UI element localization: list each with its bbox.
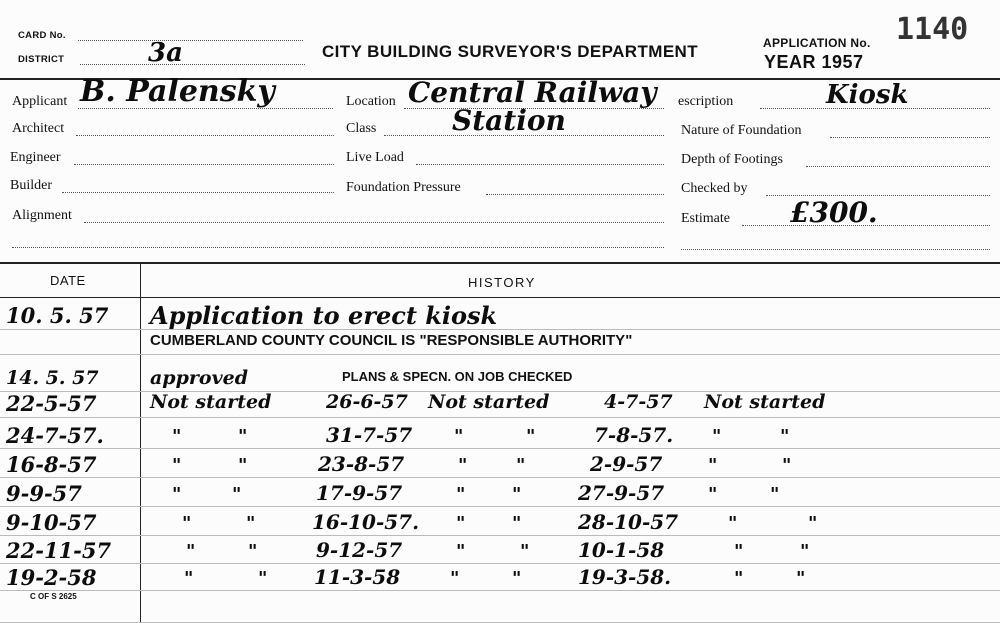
row-date-2: 16-10-57. (312, 510, 420, 534)
row-history: approved (150, 367, 248, 389)
applicant-label: Applicant (12, 94, 68, 109)
ditto-mark: " (728, 513, 738, 534)
table-row (0, 539, 1000, 564)
depth-of-footings-label: Depth of Footings (681, 152, 783, 167)
ditto-mark: " (708, 484, 718, 505)
class-label: Class (346, 121, 377, 136)
row-date: 10. 5. 57 (6, 303, 109, 328)
history-header: HISTORY (468, 275, 536, 290)
estimate-label: Estimate (681, 211, 730, 226)
row-date-2: 26-6-57 (326, 391, 408, 413)
checked-by-label: Checked by (681, 181, 748, 196)
district-value: 3a (148, 38, 183, 68)
live-load-label: Live Load (346, 150, 404, 165)
row-history: Application to erect kiosk (150, 301, 498, 330)
ditto-mark: " (808, 513, 818, 534)
form-code: C OF S 2625 (30, 592, 77, 601)
table-row (0, 482, 1000, 507)
row-date-2: 9-12-57 (316, 538, 403, 562)
depth-line (806, 166, 990, 167)
row-date-3: 4-7-57 (604, 391, 673, 413)
builder-label: Builder (10, 178, 52, 193)
ditto-mark: " (246, 513, 256, 534)
row-date-2: 31-7-57 (326, 423, 413, 447)
alignment-line (84, 222, 664, 223)
date-header: DATE (50, 273, 86, 288)
alignment-line-2 (12, 247, 664, 248)
ditto-mark: " (782, 455, 792, 476)
year-label: YEAR 1957 (764, 52, 864, 72)
table-row (0, 566, 1000, 591)
table-row (0, 453, 1000, 478)
application-label: APPLICATION No. (763, 36, 871, 50)
ditto-mark: " (456, 513, 466, 534)
ditto-mark: " (458, 455, 468, 476)
row-history-1: Not started (150, 391, 272, 413)
nature-of-foundation-label: Nature of Foundation (681, 123, 802, 138)
ditto-mark: " (708, 455, 718, 476)
row-date: 22-5-57 (6, 391, 97, 416)
row-date: 19-2-58 (6, 565, 97, 590)
ditto-mark: " (770, 484, 780, 505)
foundation-pressure-line (486, 194, 664, 195)
table-row-empty (0, 598, 1000, 623)
ditto-mark: " (734, 541, 744, 562)
row-date: 9-10-57 (6, 510, 97, 535)
card-no-label: CARD No. (18, 30, 66, 41)
district-label: DISTRICT (18, 54, 65, 65)
table-row (0, 393, 1000, 418)
row-date: 16-8-57 (6, 452, 97, 477)
ditto-mark: " (512, 568, 522, 589)
row-date: 9-9-57 (6, 481, 82, 506)
checked-stamp: PLANS & SPECN. ON JOB CHECKED (342, 369, 573, 384)
application-number: 1140 (896, 12, 969, 47)
ditto-mark: " (450, 568, 460, 589)
ditto-mark: " (800, 541, 810, 562)
table-row (0, 424, 1000, 449)
class-value: Station (452, 104, 566, 137)
ditto-mark: " (520, 541, 530, 562)
card-no-line (78, 40, 303, 41)
ditto-mark: " (512, 513, 522, 534)
row-date: 14. 5. 57 (6, 367, 99, 389)
ditto-mark: " (172, 426, 182, 447)
description-value: Kiosk (826, 80, 909, 110)
engineer-line (74, 164, 334, 165)
ditto-mark: " (456, 484, 466, 505)
table-row (0, 367, 1000, 392)
foundation-pressure-label: Foundation Pressure (346, 180, 461, 195)
estimate-line-2 (681, 249, 990, 250)
row-date: 22-11-57 (6, 538, 112, 563)
location-label: Location (346, 94, 396, 109)
row-date-3: 28-10-57 (578, 510, 679, 534)
builder-line (62, 192, 334, 193)
ditto-mark: " (456, 541, 466, 562)
ditto-mark: " (238, 455, 248, 476)
ditto-mark: " (186, 541, 196, 562)
ditto-mark: " (258, 568, 268, 589)
architect-label: Architect (12, 121, 65, 136)
ditto-mark: " (516, 455, 526, 476)
row-date: 24-7-57. (6, 423, 104, 448)
row-history-2: Not started (428, 391, 550, 413)
ditto-mark: " (780, 426, 790, 447)
applicant-value: B. Palensky (80, 74, 275, 109)
ditto-mark: " (238, 426, 248, 447)
ditto-mark: " (182, 513, 192, 534)
row-history-3: Not started (704, 391, 826, 413)
engineer-label: Engineer (10, 150, 61, 165)
row-date-3: 2-9-57 (590, 452, 663, 476)
table-row (0, 330, 1000, 355)
row-date-3: 7-8-57. (594, 423, 674, 447)
table-header-rule (0, 297, 1000, 298)
ditto-mark: " (734, 568, 744, 589)
ditto-mark: " (172, 455, 182, 476)
estimate-value: £300. (790, 196, 878, 229)
ditto-mark: " (248, 541, 258, 562)
location-value: Central Railway (408, 76, 657, 109)
alignment-label: Alignment (12, 208, 72, 223)
row-date-2: 23-8-57 (318, 452, 405, 476)
district-line (80, 64, 305, 65)
row-date-3: 10-1-58 (578, 538, 665, 562)
row-date-2: 17-9-57 (316, 481, 403, 505)
ditto-mark: " (232, 484, 242, 505)
table-row (0, 301, 1000, 330)
ditto-mark: " (184, 568, 194, 589)
row-date-3: 27-9-57 (578, 481, 665, 505)
architect-line (76, 135, 334, 136)
table-row (0, 511, 1000, 536)
row-date-3: 19-3-58. (578, 565, 672, 589)
row-date-2: 11-3-58 (314, 565, 401, 589)
row-history-stamp: CUMBERLAND COUNTY COUNCIL IS "RESPONSIBLE AUTHORITY" (150, 332, 633, 349)
ditto-mark: " (526, 426, 536, 447)
table-top-rule (0, 262, 1000, 264)
ditto-mark: " (512, 484, 522, 505)
live-load-line (416, 164, 664, 165)
ditto-mark: " (172, 484, 182, 505)
ditto-mark: " (454, 426, 464, 447)
ditto-mark: " (796, 568, 806, 589)
nature-line (830, 137, 990, 138)
description-label: escription (678, 94, 734, 109)
ditto-mark: " (712, 426, 722, 447)
page-title: CITY BUILDING SURVEYOR'S DEPARTMENT (322, 42, 699, 61)
